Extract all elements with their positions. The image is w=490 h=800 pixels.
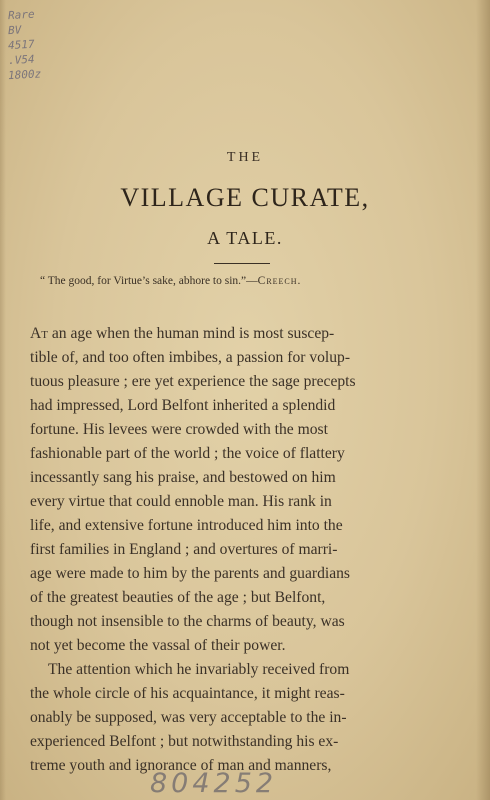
title-article: THE [226, 150, 264, 165]
body-line: experienced Belfont ; but notwithstanding his ex- [30, 733, 339, 750]
body-line: incessantly sang his praise, and bestowed on him [30, 469, 336, 486]
call-number-line: 4517 [7, 37, 35, 53]
body-line: The attention which he invariably received from [48, 661, 350, 678]
body-line: At an age when the human mind is most suscep- [30, 325, 335, 342]
body-line: first families in England ; and overtures of marri- [30, 541, 338, 558]
epigraph-quote: “ The good, for Virtue’s sake, abhore to sin.”— [40, 275, 258, 287]
epigraph-source: Creech. [257, 275, 302, 287]
call-number-line: BV [7, 23, 22, 38]
body-line: treme youth and ignorance of man and manners, [30, 757, 332, 774]
body-line: not yet become the vassal of their power. [30, 637, 286, 654]
body-text [30, 322, 410, 778]
page-right-edge [476, 0, 490, 800]
body-line: age were made to him by the parents and guardians [30, 565, 350, 582]
title-subtitle: A TALE. [207, 228, 283, 248]
body-line: every virtue that could ennoble man. His rank in [30, 493, 332, 510]
body-line: of the greatest beauties of the age ; but Belfont, [30, 589, 326, 606]
body-line: fashionable part of the world ; the voice of flattery [30, 445, 345, 462]
body-line: fortune. His levees were crowded with the most [30, 421, 328, 438]
body-line: had impressed, Lord Belfont inherited a splendid [30, 397, 336, 414]
call-number-line: .V54 [7, 52, 35, 68]
body-line: though not insensible to the charms of beauty, was [30, 613, 345, 630]
accession-number-stamp: 804252 [150, 768, 278, 799]
title-main: VILLAGE CURATE, [120, 183, 370, 212]
page-left-edge [0, 0, 6, 800]
epigraph [40, 275, 480, 287]
title-rule [214, 263, 270, 264]
call-number-line: 1800z [7, 67, 42, 83]
dropcap-word: At [30, 325, 48, 342]
call-number-annotation [8, 6, 88, 81]
body-line: life, and extensive fortune introduced him into the [30, 517, 343, 534]
body-line: onably be supposed, was very acceptable to the in- [30, 709, 347, 726]
call-number-line: Rare [7, 7, 35, 23]
body-line: tuous pleasure ; ere yet experience the sage precepts [30, 373, 356, 390]
body-line: tible of, and too often imbibes, a passion for volup- [30, 349, 351, 366]
body-line: the whole circle of his acquaintance, it might reas- [30, 685, 345, 702]
